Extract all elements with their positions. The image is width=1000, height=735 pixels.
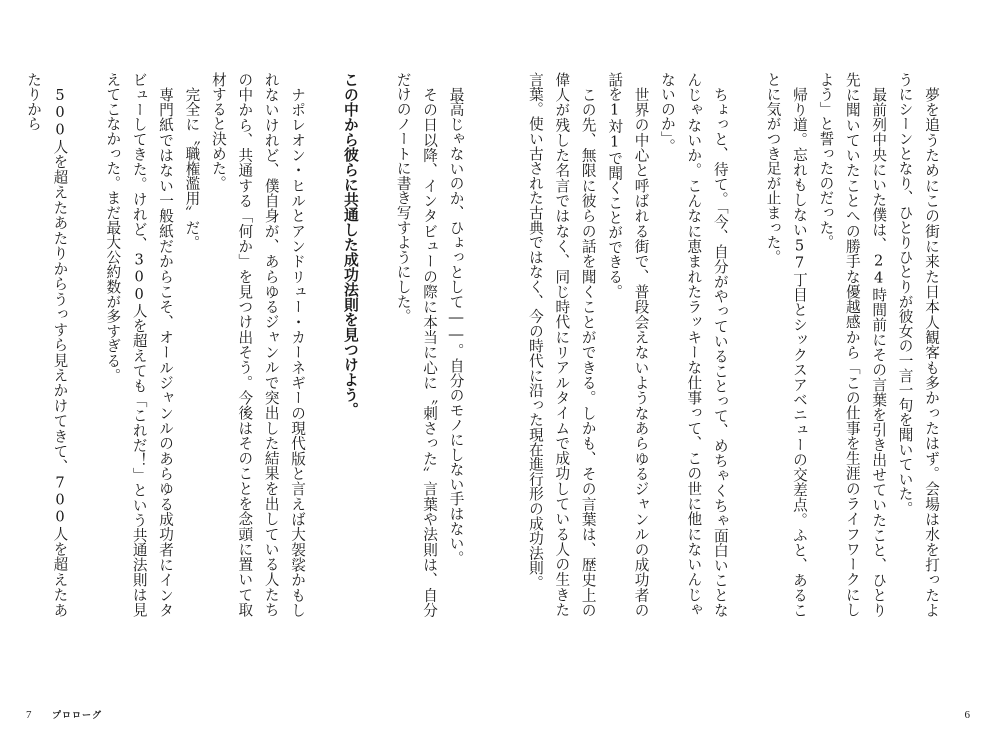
paragraph-12: 500人を超えたあたりからうっすら見えかけてきて、700人を超えたあたりから (25, 72, 69, 617)
paragraph-2: 最前列中央にいた僕は、24時間前にその言葉を引き出せていたこと、ひとり先に聞いていたことへの勝手な優越感から「この仕事を生涯のライフワークにしよう」と誓ったのだった。 (817, 72, 888, 617)
paragraph-4: ちょっと、待て。「今、自分がやっていることって、めちゃくちゃ面白いことなんじゃないか。こんなに恵まれたラッキーな仕事って、この世に他にないんじゃないのか」。 (658, 72, 729, 617)
section-heading: この中から彼らに共通した成功法則を見つけよう。 (341, 72, 359, 417)
page-number-left: 7 (26, 709, 32, 721)
paragraph-9: ナポレオン・ヒルとアンドリュー・カーネギーの現代版と言えば大袈裟かもしれないけれど、僕自身が、あらゆるジャンルで突出した結果を出している人たちの中から、共通する「何か」を見つけ出そう。今後はそのことを念頭に置いて取材すると決めた。 (209, 72, 307, 617)
paragraph-3: 帰り道。忘れもしない57丁目とシックスアベニューの交差点。ふと、あることに気がつき足が止まった。 (764, 72, 808, 617)
paragraph-5: 世界の中心と呼ばれる街で、普段会えないようなあらゆるジャンルの成功者の話を1対1で聞くことができる。 (606, 72, 650, 617)
book-spread-text (25, 72, 944, 617)
paragraph-10: 完全に〝職権濫用〟だ。 (183, 86, 201, 250)
page-number-right: 6 (964, 709, 970, 721)
paragraph-6: この先、無限に彼らの話を聞くことができる。しかも、その言葉は、歴史上の偉人が残した名言ではなく、同じ時代にリアルタイムで成功している人の生きた言葉。使い古された古典ではなく、今の時代に沿った現在進行形の成功法則。 (526, 72, 597, 617)
paragraph-7: 最高じゃないのか、ひょっとして――。自分のモノにしない手はない。 (447, 86, 465, 565)
paragraph-8: その日以降、インタビューの際に本当に心に〝刺さった〟言葉や法則は、自分だけのノートに書き写すようにした。 (394, 72, 439, 617)
paragraph-11: 専門紙ではない一般紙だからこそ、オールジャンルのあらゆる成功者にインタビューしてきた。けれど、300人を超えても「これだ！」という共通法則は見えてこなかった。まだ最大公約数が多すぎる。 (104, 72, 175, 617)
running-header: プロローグ (52, 711, 103, 721)
paragraph-1: 夢を追うためにこの街に来た日本人観客も多かったはず。会場は水を打ったようにシーンとなり、ひとりひとりが彼女の一言一句を聞いていた。 (896, 72, 940, 617)
page-gutter (469, 72, 495, 82)
page-gutter-2 (469, 99, 495, 109)
